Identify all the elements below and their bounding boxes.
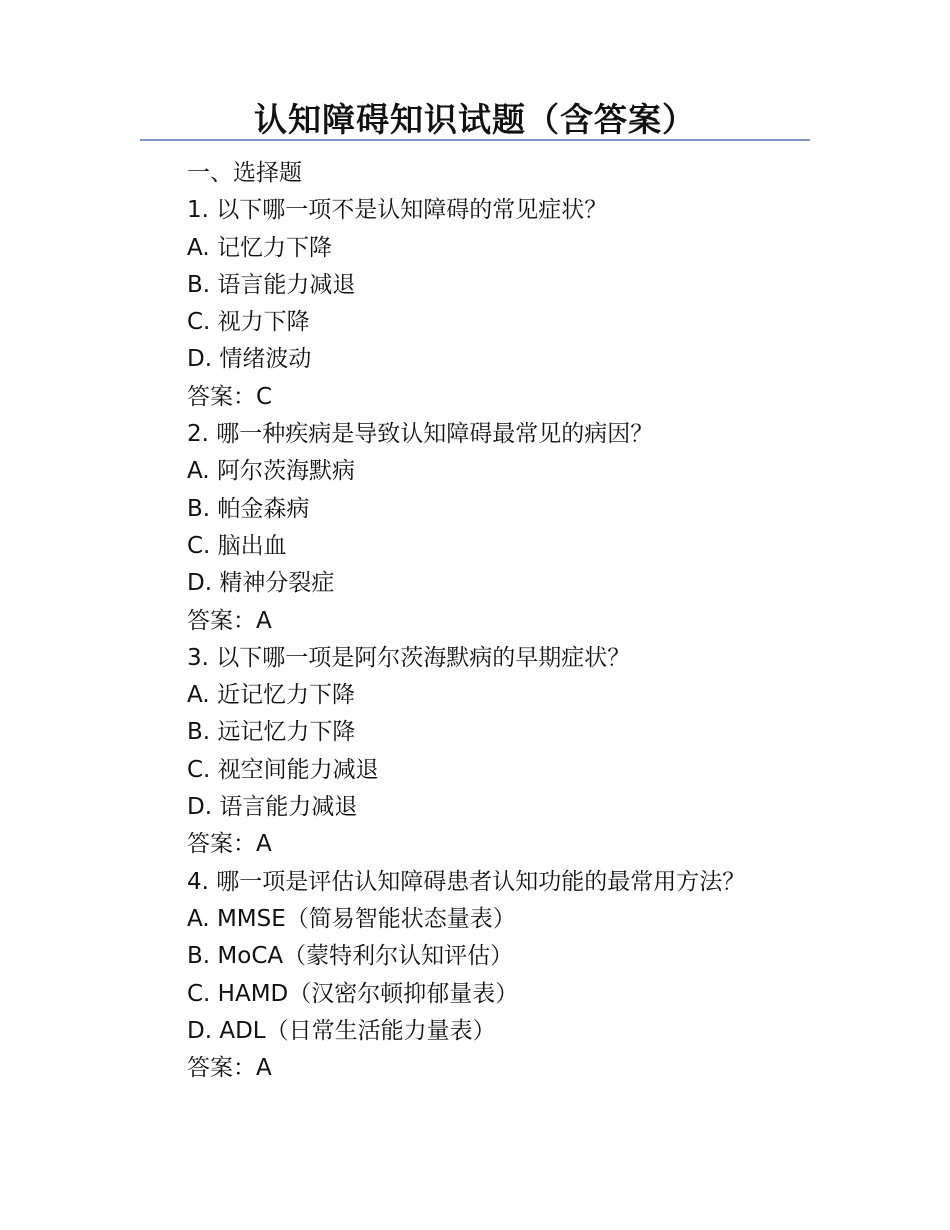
answer-text: 答案：A bbox=[187, 607, 272, 634]
title-underline bbox=[140, 139, 810, 141]
question-text: 2. 哪一种疾病是导致认知障碍最常见的病因？ bbox=[187, 421, 654, 448]
option-a: A. 近记忆力下降 bbox=[187, 682, 355, 709]
option-b: B. 帕金森病 bbox=[187, 495, 310, 522]
option-d: D. ADL（日常生活能力量表） bbox=[187, 1017, 496, 1044]
option-a: A. 记忆力下降 bbox=[187, 234, 332, 261]
section-heading: 一、选择题 bbox=[187, 160, 302, 186]
question-text: 1. 以下哪一项不是认知障碍的常见症状？ bbox=[187, 197, 608, 224]
option-c: C. 视空间能力减退 bbox=[187, 756, 379, 783]
option-c: C. 视力下降 bbox=[187, 309, 310, 336]
question-block-1 bbox=[187, 192, 807, 416]
option-b: B. MoCA（蒙特利尔认知评估） bbox=[187, 943, 514, 970]
question-text: 3. 以下哪一项是阿尔茨海默病的早期症状？ bbox=[187, 644, 631, 671]
question-text: 4. 哪一项是评估认知障碍患者认知功能的最常用方法？ bbox=[187, 868, 746, 895]
answer-text: 答案：C bbox=[187, 383, 273, 410]
option-c: C. 脑出血 bbox=[187, 532, 287, 559]
option-c: C. HAMD（汉密尔顿抑郁量表） bbox=[187, 980, 519, 1007]
document-body bbox=[187, 155, 807, 1087]
option-d: D. 语言能力减退 bbox=[187, 794, 358, 821]
option-b: B. 远记忆力下降 bbox=[187, 719, 356, 746]
question-block-4 bbox=[187, 864, 807, 1088]
option-a: A. MMSE（简易智能状态量表） bbox=[187, 905, 516, 932]
answer-text: 答案：A bbox=[187, 831, 272, 858]
option-d: D. 精神分裂症 bbox=[187, 570, 335, 597]
option-b: B. 语言能力减退 bbox=[187, 271, 356, 298]
question-block-2 bbox=[187, 416, 807, 640]
question-block-3 bbox=[187, 640, 807, 864]
option-d: D. 情绪波动 bbox=[187, 346, 312, 373]
option-a: A. 阿尔茨海默病 bbox=[187, 458, 355, 485]
document-title: 认知障碍知识试题（含答案） bbox=[254, 100, 696, 139]
answer-text: 答案：A bbox=[187, 1055, 272, 1082]
